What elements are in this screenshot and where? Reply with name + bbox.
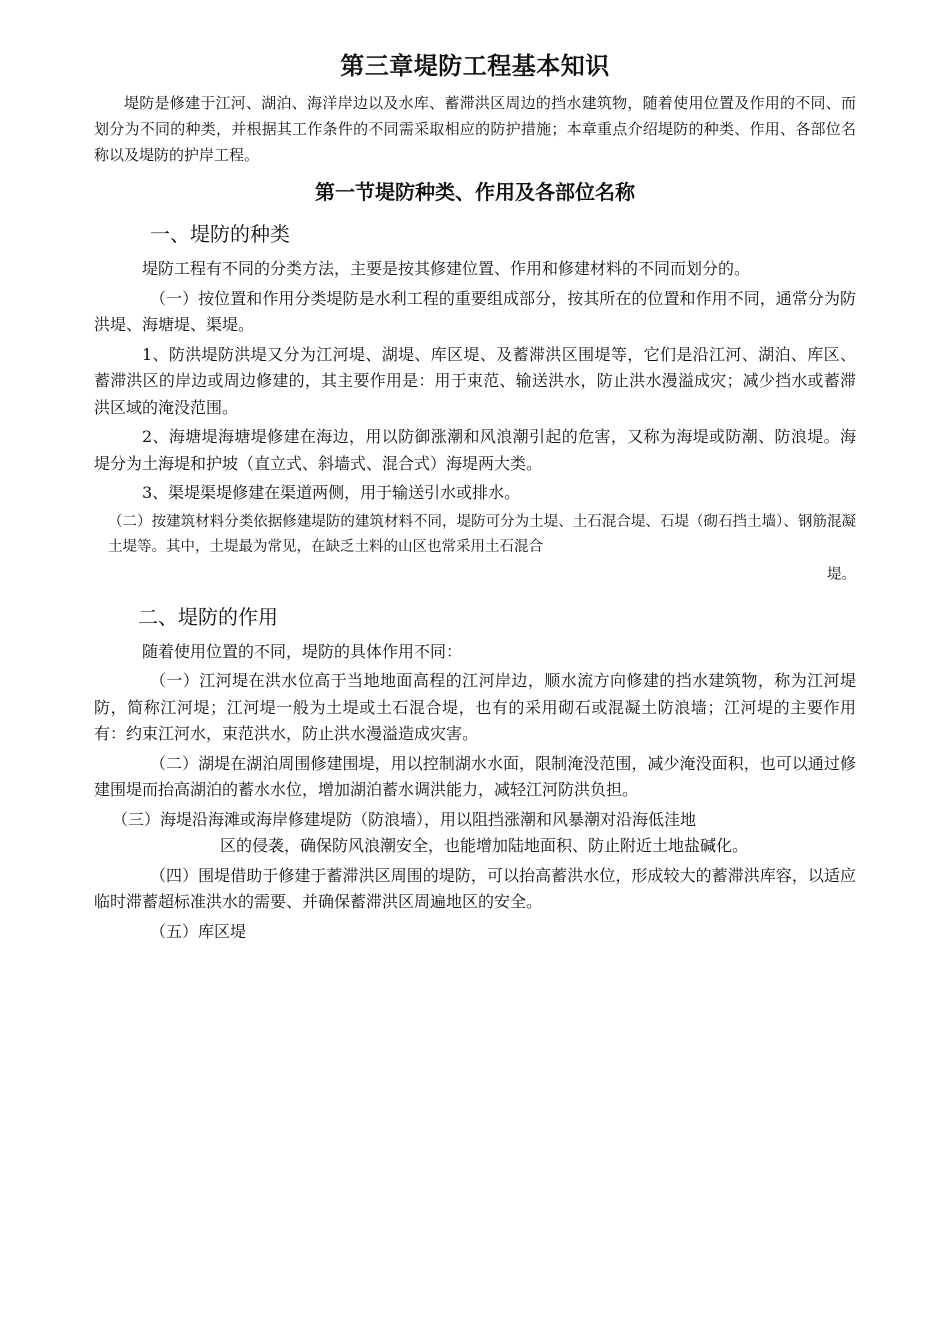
paragraph-canal-dike: 3、渠堤渠堤修建在渠道两侧，用于输送引水或排水。 xyxy=(142,483,521,502)
subheading-dike-types: 一、堤防的种类 xyxy=(150,222,290,246)
paragraph-sea-dike-line2: 区的侵袭，确保防风浪潮安全，也能增加陆地面积、防止附近土地盐碱化。 xyxy=(220,836,749,855)
subheading-dike-functions: 二、堤防的作用 xyxy=(138,604,278,629)
paragraph-enclosure-dike: （四）围堤借助于修建于蓄滞洪区周围的堤防，可以抬高蓄洪水位，形成较大的蓄滞洪库容，以适应临时滞蓄超标准洪水的需要、并确保蓄滞洪区周遍地区的安全。 xyxy=(94,865,856,911)
section-title: 第一节堤防种类、作用及各部位名称 xyxy=(315,180,635,204)
paragraph-sea-dike-line1: （三）海堤沿海滩或海岸修建堤防（防浪墙），用以阻挡涨潮和风暴潮对沿海低洼地 xyxy=(112,809,697,829)
paragraph-by-material: （二）按建筑材料分类依据修建堤防的建筑材料不同，堤防可分为土堤、土石混合堤、石堤（砌石挡土墙）、钢筋混凝土堤等。其中，土堤最为常见，在缺乏土料的山区也常采用土石混合 xyxy=(108,513,856,555)
chapter-intro: 堤防是修建于江河、湖泊、海洋岸边以及水库、蓄滞洪区周边的挡水建筑物，随着使用位置及作用的不同、而划分为不同的种类，并根据其工作条件的不同需采取相应的防护措施；本章重点介绍堤防的种类、作用、各部位名称以及堤防的护岸工程。 xyxy=(94,94,856,164)
paragraph-by-material-tail: 堤。 xyxy=(827,566,856,583)
paragraph-reservoir-dike: （五）库区堤 xyxy=(150,921,247,941)
paragraph-functions-intro: 随着使用位置的不同，堤防的具体作用不同： xyxy=(142,641,463,661)
paragraph-lake-dike: （二）湖堤在湖泊周围修建围堤，用以控制湖水水面，限制淹没范围，减少淹没面积，也可以通过修建围堤而抬高湖泊的蓄水水位，增加湖泊蓄水调洪能力，减轻江河防洪负担。 xyxy=(94,753,856,799)
paragraph-by-location: （一）按位置和作用分类堤防是水利工程的重要组成部分，按其所在的位置和作用不同，通常分为防洪堤、海塘堤、渠堤。 xyxy=(94,288,856,334)
document-page xyxy=(94,48,856,948)
paragraph-river-dike: （一）江河堤在洪水位高于当地地面高程的江河岸边，顺水流方向修建的挡水建筑物，称为江河堤防，简称江河堤；江河堤一般为土堤或土石混合堤，也有的采用砌石或混凝土防浪墙；江河堤的主要作用有：约束江河水，束范洪水，防止洪水漫溢造成灾害。 xyxy=(94,671,856,743)
paragraph-classification: 堤防工程有不同的分类方法，主要是按其修建位置、作用和修建材料的不同而划分的。 xyxy=(142,259,751,278)
paragraph-sea-dike xyxy=(94,807,856,860)
chapter-title: 第三章堤防工程基本知识 xyxy=(340,52,610,80)
paragraph-flood-dike: 1、防洪堤防洪堤又分为江河堤、湖堤、库区堤、及蓄滞洪区围堤等，它们是沿江河、湖泊、库区、蓄滞洪区的岸边或周边修建的，其主要作用是：用于束范、输送洪水，防止洪水漫溢成灾；减少挡水或蓄滞洪区域的淹没范围。 xyxy=(94,344,856,417)
paragraph-seawall: 2、海塘堤海塘堤修建在海边，用以防御涨潮和风浪潮引起的危害，又称为海堤或防潮、防浪堤。海堤分为土海堤和护坡（直立式、斜墙式、混合式）海堤两大类。 xyxy=(94,427,856,473)
